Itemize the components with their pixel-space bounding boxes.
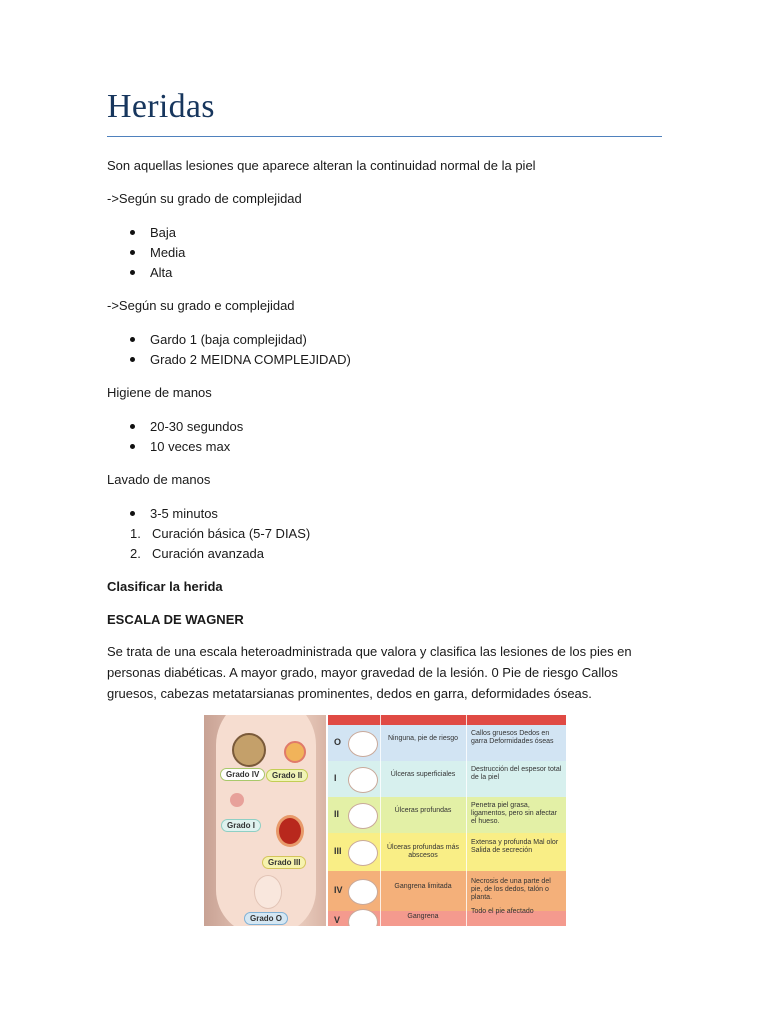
list-item: Alta bbox=[130, 263, 172, 283]
table-row bbox=[328, 761, 566, 797]
grade-label: O bbox=[334, 737, 342, 747]
list-item: 20-30 segundos bbox=[130, 417, 243, 437]
foot-thumbnail-icon bbox=[348, 767, 378, 793]
lesion-type: Gangrena limitada bbox=[394, 883, 452, 890]
classify-heading: Clasificar la herida bbox=[107, 579, 223, 594]
list-item: Gardo 1 (baja complejidad) bbox=[130, 330, 307, 350]
lesion-description: Necrosis de una parte del pie, de los dedos, talón o planta. bbox=[471, 878, 551, 901]
foot-thumbnail-icon bbox=[348, 909, 378, 926]
lesion-description: Penetra piel grasa, ligamentos, pero sin afectar el hueso. bbox=[471, 802, 557, 825]
lesion-description: Todo el pie afectado bbox=[471, 908, 534, 915]
foot-illustration bbox=[204, 715, 326, 926]
table-header-bar bbox=[328, 715, 566, 725]
bullet-icon bbox=[130, 511, 135, 516]
table-row bbox=[328, 797, 566, 833]
section-heading-hygiene: Higiene de manos bbox=[107, 385, 212, 400]
column-divider bbox=[466, 715, 467, 926]
lesion-type: Gangrena bbox=[407, 913, 439, 920]
foot-label-grade-i: Grado I bbox=[221, 819, 261, 832]
grade-ii-lesion bbox=[284, 741, 306, 763]
list-item: 3-5 minutos bbox=[130, 504, 218, 524]
bullet-icon bbox=[130, 337, 135, 342]
grade-label: I bbox=[334, 773, 337, 783]
list-item: Grado 2 MEIDNA COMPLEJIDAD) bbox=[130, 350, 351, 370]
wagner-description: Se trata de una escala heteroadministrada que valora y clasifica las lesiones de los pies en personas diabéticas. A mayor grado, mayor gravedad de la lesión. 0 Pie de riesgo Callos gruesos, cabezas metatarsianas prominentes, dedos en garra, deformidades óseas. bbox=[107, 644, 632, 701]
table-row bbox=[328, 908, 566, 926]
table-row bbox=[328, 833, 566, 871]
foot-thumbnail-icon bbox=[348, 879, 378, 905]
list-item: Baja bbox=[130, 223, 176, 243]
grade-label: V bbox=[334, 915, 341, 925]
bullet-icon bbox=[130, 270, 135, 275]
lesion-description: Destrucción del espesor total de la piel bbox=[471, 766, 562, 781]
numbered-item: 2. Curación avanzada bbox=[130, 546, 265, 561]
wagner-scale-figure bbox=[204, 715, 566, 926]
foot-label-grade-ii: Grado II bbox=[266, 769, 308, 782]
bullet-icon bbox=[130, 444, 135, 449]
lesion-type: Ninguna, pie de riesgo bbox=[387, 735, 459, 742]
grade-label: IV bbox=[334, 885, 343, 895]
list-item: Media bbox=[130, 243, 185, 263]
foot-label-grade-0: Grado O bbox=[244, 912, 288, 925]
table-row bbox=[328, 871, 566, 911]
wagner-heading: ESCALA DE WAGNER bbox=[107, 612, 244, 627]
foot-thumbnail-icon bbox=[348, 840, 378, 866]
section-heading-complexity: ->Según su grado de complejidad bbox=[107, 191, 302, 206]
page-title: Heridas bbox=[107, 88, 215, 125]
foot-thumbnail-icon bbox=[348, 803, 378, 829]
bullet-icon bbox=[130, 230, 135, 235]
foot-label-grade-iv: Grado IV bbox=[220, 768, 265, 781]
grade-label: II bbox=[334, 809, 340, 819]
grade-i-lesion bbox=[230, 793, 244, 807]
heel bbox=[254, 875, 282, 909]
bullet-icon bbox=[130, 424, 135, 429]
foot-thumbnail-icon bbox=[348, 731, 378, 757]
numbered-item: 1. Curación básica (5-7 DIAS) bbox=[130, 526, 311, 541]
grade-iii-lesion bbox=[276, 815, 304, 847]
wagner-table bbox=[328, 715, 566, 926]
section-heading-washing: Lavado de manos bbox=[107, 472, 211, 487]
intro-text: Son aquellas lesiones que aparece alteran la continuidad normal de la piel bbox=[107, 158, 536, 173]
bullet-icon bbox=[130, 357, 135, 362]
title-underline bbox=[107, 136, 662, 137]
lesion-description: Callos gruesos Dedos en garra Deformidades óseas bbox=[471, 730, 554, 745]
foot-label-grade-iii: Grado III bbox=[262, 856, 306, 869]
grade-iv-lesion bbox=[232, 733, 266, 767]
lesion-type: Úlceras profundas bbox=[394, 807, 452, 814]
lesion-description: Extensa y profunda Mal olor Salida de secreción bbox=[471, 839, 559, 854]
section-heading-complexity-2: ->Según su grado e complejidad bbox=[107, 298, 295, 313]
lesion-type: Úlceras profundas más abscesos bbox=[387, 844, 459, 859]
list-item: 10 veces max bbox=[130, 437, 230, 457]
lesion-type: Úlceras superficiales bbox=[390, 771, 456, 778]
table-row bbox=[328, 725, 566, 761]
column-divider bbox=[380, 715, 381, 926]
bullet-icon bbox=[130, 250, 135, 255]
grade-label: III bbox=[334, 846, 342, 856]
